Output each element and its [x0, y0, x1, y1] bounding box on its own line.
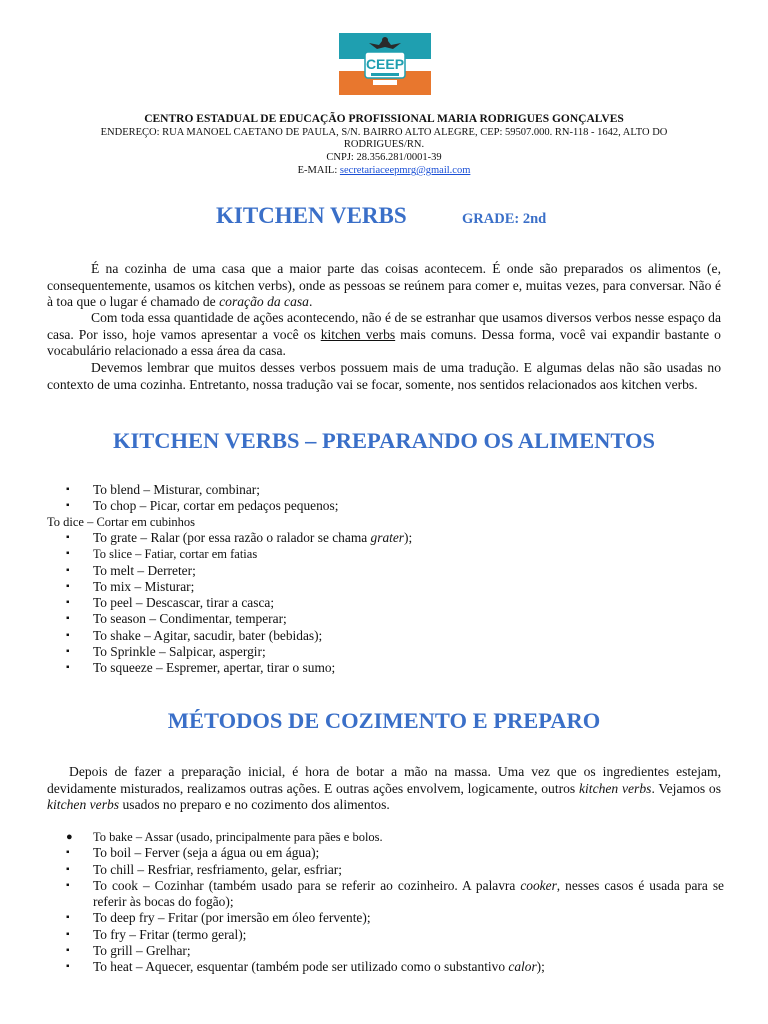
- list-item: ● To bake – Assar (usado, principalmente para pães e bolos.: [66, 830, 383, 844]
- intro-p3-text: Devemos lembrar que muitos desses verbos possuem mais de uma tradução. E algumas delas não são usadas no contexto de uma cozinha. Entretanto, nossa tradução vai se focar, somente, nos sentidos relacionados aos kitchen verbs.: [47, 360, 721, 392]
- intro-paragraph-1: [47, 261, 721, 311]
- list-item-dice: To dice – Cortar em cubinhos: [47, 515, 196, 529]
- list-item-text: To shake – Agitar, sacudir, bater (bebidas);: [93, 627, 323, 643]
- methods-paragraph: [47, 764, 721, 814]
- list-item-text: To cook – Cozinhar (também usado para se referir ao cozinheiro. A palavra: [93, 877, 521, 893]
- list-item-text: To melt – Derreter;: [93, 562, 196, 578]
- list-item-emphasis: calor: [508, 959, 537, 975]
- page-title: KITCHEN VERBS: [216, 203, 407, 228]
- list-item-text: To deep fry – Fritar (por imersão em óleo fervente);: [93, 910, 371, 926]
- list-item-end: );: [404, 530, 413, 545]
- list-item: ▪ To fry – Fritar (termo geral);: [66, 926, 247, 942]
- intro-p2-end: mais comuns. Dessa forma, você vai expandir bastante o vocabulário relacionado a essa área da casa.: [47, 326, 721, 358]
- list-item-text: To Sprinkle – Salpicar, aspergir;: [93, 644, 266, 660]
- list-item-text: To grate – Ralar (por essa razão o ralador se chama: [93, 530, 371, 545]
- methods-p-end: usados no preparo e no cozimento dos alimentos.: [119, 797, 390, 812]
- list-item: ▪ To chop – Picar, cortar em pedaços pequenos;: [66, 498, 339, 514]
- list-item-text: To blend – Misturar, combinar;: [93, 482, 260, 497]
- list-item: ▪ To shake – Agitar, sacudir, bater (bebidas);: [66, 627, 323, 643]
- list-item-emphasis: grater: [370, 530, 405, 545]
- grade-label: GRADE: 2nd: [462, 211, 547, 227]
- list-item: ▪ To deep fry – Fritar (por imersão em óleo fervente);: [66, 910, 371, 926]
- school-cnpj: CNPJ: 28.356.281/0001-39: [326, 152, 442, 163]
- school-name: CENTRO ESTADUAL DE EDUCAÇÃO PROFISSIONAL MARIA RODRIGUES GONÇALVES: [144, 113, 624, 125]
- intro-paragraph-2: [47, 310, 721, 360]
- list-item-text: To squeeze – Espremer, apertar, tirar o sumo;: [93, 660, 336, 676]
- methods-p-emphasis-1: kitchen verbs: [578, 780, 652, 796]
- list-item-text: To fry – Fritar (termo geral);: [93, 926, 247, 942]
- school-address-city: RODRIGUES/RN.: [343, 139, 425, 150]
- svg-text:CEEP: CEEP: [365, 56, 405, 72]
- list-item: ▪ To mix – Misturar;: [66, 578, 195, 594]
- list-item-text: To heat – Aquecer, esquentar (também pode ser utilizado como o substantivo: [93, 959, 509, 975]
- list-item-end: );: [536, 959, 545, 975]
- list-item: ▪ To season – Condimentar, temperar;: [66, 611, 287, 627]
- preparing-list-b: [64, 530, 724, 677]
- list-item-text: To boil – Ferver (seja a água ou em água);: [93, 845, 320, 861]
- intro-p1-emphasis: coração da casa: [219, 294, 309, 309]
- intro-p2-text: Com toda essa quantidade de ações acontecendo, não é de se estranhar que usamos diversos verbos nesse espaço da casa. Por isso, hoje vamos apresentar a você os: [47, 310, 721, 342]
- list-item: ▪ To peel – Descascar, tirar a casca;: [66, 595, 275, 611]
- list-item-text: To grill – Grelhar;: [93, 943, 191, 959]
- list-item: ▪ To Sprinkle – Salpicar, aspergir;: [66, 644, 266, 660]
- list-item: ▪ To squeeze – Espremer, apertar, tirar o sumo;: [66, 660, 336, 676]
- list-item: ▪ To grate – Ralar (por essa razão o ralador se chama grater);: [66, 530, 413, 545]
- list-item-text: To slice – Fatiar, cortar em fatias: [93, 547, 258, 562]
- list-item-text: To chill – Resfriar, resfriamento, gelar, esfriar;: [93, 861, 342, 877]
- list-item: ▪ To grill – Grelhar;: [66, 943, 191, 959]
- email-label: E-MAIL:: [297, 165, 340, 176]
- methods-p-text-2: . Vejamos os: [651, 780, 721, 796]
- list-item: ▪ To heat – Aquecer, esquentar (também pode ser utilizado como o substantivo calor);: [66, 959, 545, 975]
- intro-p2-underline: kitchen verbs: [320, 326, 396, 342]
- intro-p1-end: .: [308, 294, 313, 309]
- list-item-text: To peel – Descascar, tirar a casca;: [93, 595, 275, 611]
- email-link[interactable]: secretariaceepmrg@gmail.com: [339, 165, 471, 176]
- list-item: ▪ To blend – Misturar, combinar;: [66, 482, 260, 497]
- list-item-text: To chop – Picar, cortar em pedaços pequenos;: [93, 498, 339, 514]
- intro-p1-text: É na cozinha de uma casa que a maior parte das coisas acontecem. É onde são preparados os alimentos (e, consequentemente, usamos os kitchen verbs), onde as pessoas se reúnem para comer e, muitas vezes, para conversar. Não é à toa que o lugar é chamado de: [47, 261, 721, 309]
- list-item: ▪ To chill – Resfriar, resfriamento, gelar, esfriar;: [66, 861, 342, 877]
- methods-list: [64, 829, 724, 976]
- ceep-logo: [339, 33, 431, 95]
- list-item-end: , nesses casos é usada para se referir às bocas do fogão);: [93, 877, 724, 910]
- school-address: ENDEREÇO: RUA MANOEL CAETANO DE PAULA, S/N. BAIRRO ALTO ALEGRE, CEP: 59507.000. RN-118 - 1642, ALTO DO: [100, 127, 668, 138]
- list-item: ▪ To slice – Fatiar, cortar em fatias: [66, 547, 258, 562]
- list-item-text: To season – Condimentar, temperar;: [93, 611, 287, 627]
- section-heading-methods: MÉTODOS DE COZIMENTO E PREPARO: [167, 708, 601, 733]
- list-item-emphasis: cooker: [520, 877, 557, 893]
- methods-p-text: Depois de fazer a preparação inicial, é hora de botar a mão na massa. Uma vez que os ingredientes estejam, devidamente misturados, realizamos outras ações. E outras ações envolvem, logicamente, outros: [47, 764, 721, 796]
- list-item: ▪ To cook – Cozinhar (também usado para se referir ao cozinheiro. A palavra cooker, nesses casos é usada para se referir às bocas do fogão);: [66, 877, 724, 910]
- list-item-text: To bake – Assar (usado, principalmente para pães e bolos.: [93, 830, 383, 844]
- list-item: ▪ To boil – Ferver (seja a água ou em água);: [66, 845, 320, 861]
- intro-paragraph-3: [47, 360, 721, 393]
- section-heading-preparing: KITCHEN VERBS – PREPARANDO OS ALIMENTOS: [113, 428, 655, 453]
- list-item: ▪ To melt – Derreter;: [66, 562, 196, 578]
- methods-p-emphasis-2: kitchen verbs: [47, 797, 120, 812]
- preparing-list-a: [64, 482, 724, 515]
- school-email-line: [40, 165, 728, 177]
- list-item-text: To mix – Misturar;: [93, 578, 195, 594]
